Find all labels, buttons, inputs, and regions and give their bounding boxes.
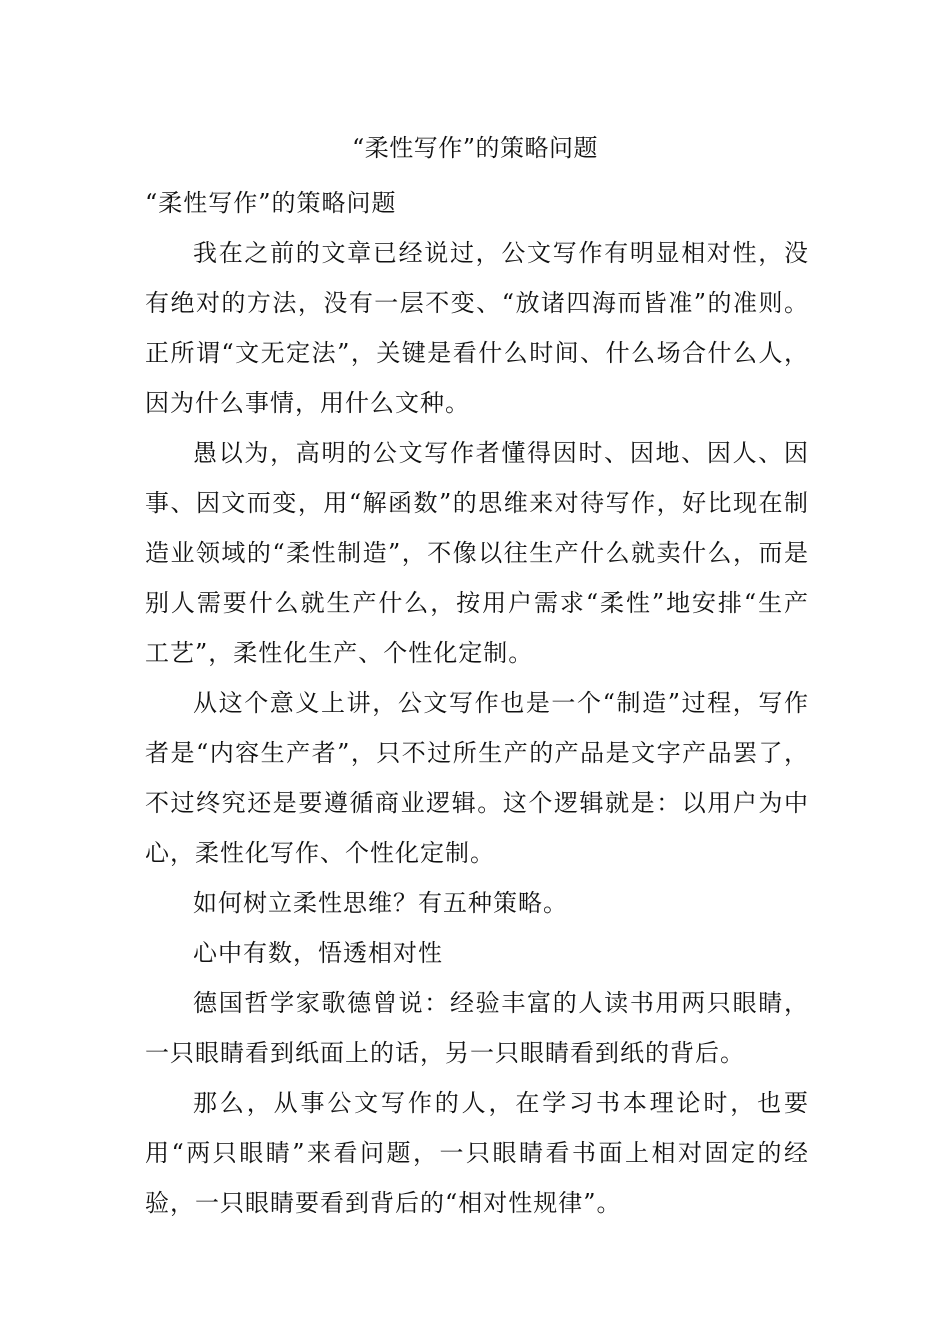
document-subtitle: “柔性写作”的策略问题: [145, 189, 397, 217]
paragraph: 那么，从事公文写作的人，在学习书本理论时，也要用“两只眼睛”来看问题，一只眼睛看书面上相对固定的经验，一只眼睛要看到背后的“相对性规律”。: [145, 1089, 809, 1217]
section-heading: 心中有数，悟透相对性: [193, 939, 443, 967]
paragraph: 我在之前的文章已经说过，公文写作有明显相对性，没有绝对的方法，没有一层不变、“放诸四海而皆准”的准则。正所谓“文无定法”，关键是看什么时间、什么场合什么人，因为什么事情，用什么文种。: [145, 239, 809, 417]
paragraph: 愚以为，高明的公文写作者懂得因时、因地、因人、因事、因文而变，用“解函数”的思维来对待写作，好比现在制造业领域的“柔性制造”，不像以往生产什么就卖什么，而是别人需要什么就生产什么，按用户需求“柔性”地安排“生产工艺”，柔性化生产、个性化定制。: [145, 439, 809, 667]
paragraph: 如何树立柔性思维？有五种策略。: [193, 889, 568, 917]
paragraph: 从这个意义上讲，公文写作也是一个“制造”过程，写作者是“内容生产者”，只不过所生产的产品是文字产品罢了，不过终究还是要遵循商业逻辑。这个逻辑就是：以用户为中心，柔性化写作、个性化定制。: [145, 689, 809, 867]
paragraph: 德国哲学家歌德曾说：经验丰富的人读书用两只眼睛，一只眼睛看到纸面上的话，另一只眼睛看到纸的背后。: [145, 989, 809, 1067]
document-title: “柔性写作”的策略问题: [351, 134, 599, 162]
document-body: [145, 178, 809, 1228]
